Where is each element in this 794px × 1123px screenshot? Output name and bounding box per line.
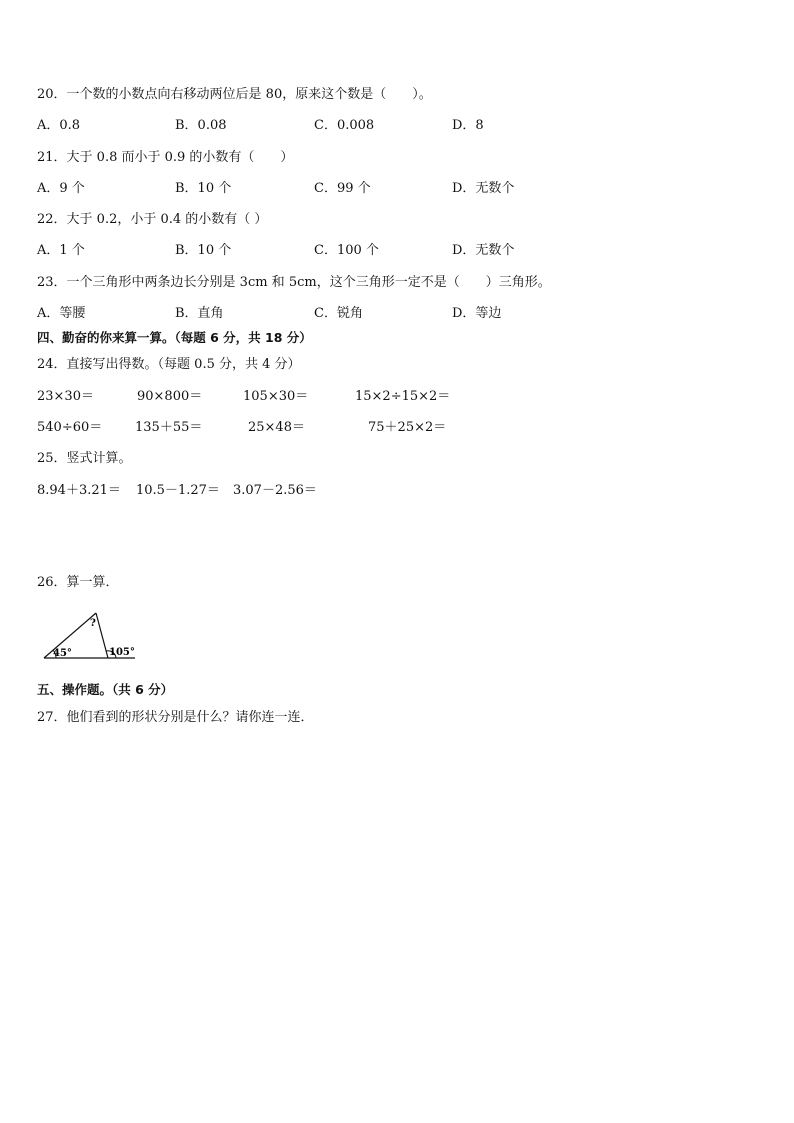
option-c: C．99 个 bbox=[314, 181, 371, 196]
option-d: D．无数个 bbox=[452, 181, 515, 196]
option-c: C．100 个 bbox=[314, 243, 379, 258]
angle-label-45: 45° bbox=[53, 648, 72, 659]
option-a: A．0.8 bbox=[37, 118, 81, 133]
calc-item: 90×800＝ bbox=[137, 389, 203, 404]
question-25-text: 25．竖式计算。 bbox=[37, 451, 132, 466]
question-24-text: 24．直接写出得数。（每题 0.5 分，共 4 分） bbox=[37, 357, 301, 372]
angle-label-unknown: ? bbox=[90, 618, 96, 629]
option-a: A．等腰 bbox=[37, 306, 86, 321]
calc-item: 25×48＝ bbox=[248, 420, 305, 435]
question-26-text: 26．算一算． bbox=[37, 575, 119, 590]
triangle-figure bbox=[42, 610, 142, 662]
calc-item: 105×30＝ bbox=[243, 389, 309, 404]
section-5-title: 五、操作题。（共 6 分） bbox=[37, 682, 174, 697]
calc-item: 540÷60＝ bbox=[37, 420, 103, 435]
question-20-text: 20．一个数的小数点向右移动两位后是 80，原来这个数是（ ）。 bbox=[37, 87, 432, 102]
section-4-title: 四、勤奋的你来算一算。（每题 6 分，共 18 分） bbox=[37, 330, 312, 345]
option-d: D．8 bbox=[452, 118, 484, 133]
option-b: B．10 个 bbox=[175, 243, 232, 258]
calc-item: 135＋55＝ bbox=[135, 420, 203, 435]
question-21-text: 21．大于 0.8 而小于 0.9 的小数有（ ） bbox=[37, 150, 294, 165]
question-23-options bbox=[37, 302, 597, 320]
question-21-options bbox=[37, 177, 597, 195]
calc-item: 8.94＋3.21＝ bbox=[37, 483, 121, 498]
question-20-options bbox=[37, 114, 597, 132]
vertical-calc-row bbox=[37, 479, 637, 497]
calc-item: 3.07－2.56＝ bbox=[233, 483, 317, 498]
question-22-text: 22．大于 0.2，小于 0.4 的小数有（ ） bbox=[37, 212, 268, 227]
calc-item: 10.5－1.27＝ bbox=[136, 483, 220, 498]
calc-item: 75＋25×2＝ bbox=[368, 420, 447, 435]
question-27-text: 27．他们看到的形状分别是什么？请你连一连． bbox=[37, 710, 314, 725]
mental-calc-row-2 bbox=[37, 416, 637, 434]
option-a: A．9 个 bbox=[37, 181, 85, 196]
option-d: D．无数个 bbox=[452, 243, 515, 258]
option-b: B．直角 bbox=[175, 306, 224, 321]
mental-calc-row-1 bbox=[37, 385, 637, 403]
option-b: B．0.08 bbox=[175, 118, 227, 133]
option-b: B．10 个 bbox=[175, 181, 232, 196]
option-c: C．0.008 bbox=[314, 118, 375, 133]
option-c: C．锐角 bbox=[314, 306, 363, 321]
question-23-text: 23．一个三角形中两条边长分别是 3cm 和 5cm，这个三角形一定不是（ ）三角形。 bbox=[37, 275, 551, 290]
option-d: D．等边 bbox=[452, 306, 502, 321]
question-22-options bbox=[37, 239, 597, 257]
option-a: A．1 个 bbox=[37, 243, 85, 258]
calc-item: 15×2÷15×2＝ bbox=[355, 389, 451, 404]
calc-item: 23×30＝ bbox=[37, 389, 94, 404]
angle-label-105: 105° bbox=[109, 647, 135, 658]
